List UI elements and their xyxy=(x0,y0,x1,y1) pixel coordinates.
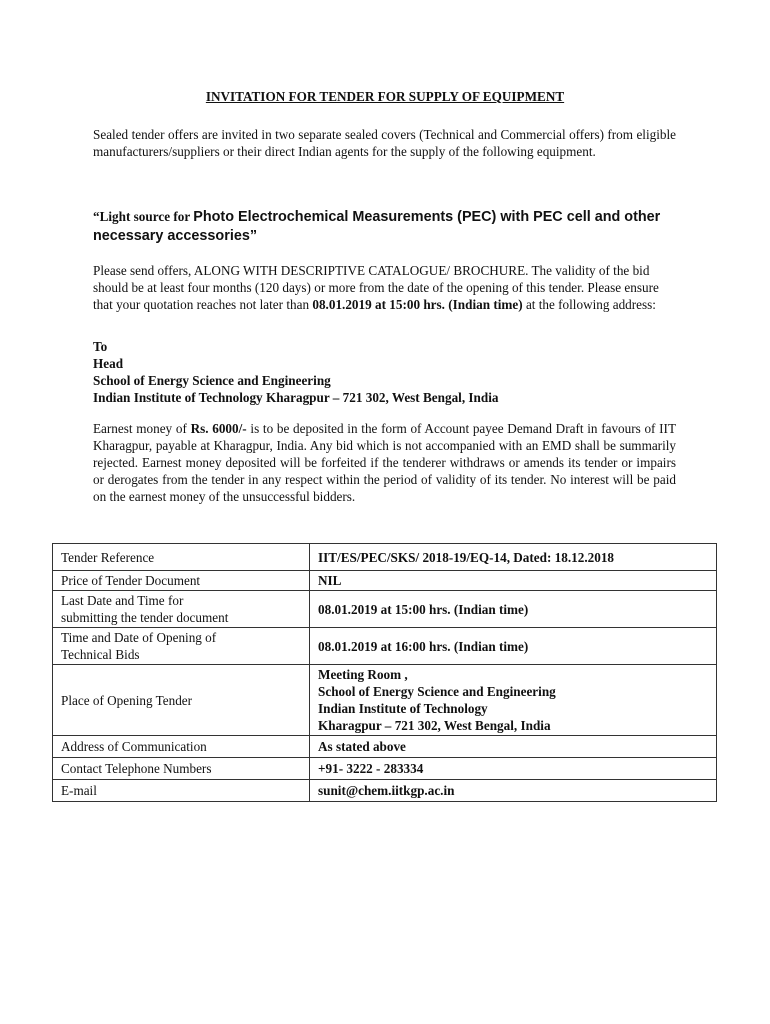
tender-reference-value: IIT/ES/PEC/SKS/ 2018-19/EQ-14, Dated: 18.12.2018 xyxy=(310,544,717,571)
address-line-school: School of Energy Science and Engineering xyxy=(93,373,331,388)
emd-paragraph xyxy=(93,420,676,505)
tender-reference-label: Tender Reference xyxy=(53,544,310,571)
place-value-line4: Kharagpur – 721 302, West Bengal, India xyxy=(318,718,551,733)
phone-value: +91- 3222 - 283334 xyxy=(310,758,717,780)
email-label: E-mail xyxy=(53,780,310,802)
table-row xyxy=(53,628,717,665)
last-date-value: 08.01.2019 at 15:00 hrs. (Indian time) xyxy=(310,591,717,628)
offer-text: Please send offers, ALONG WITH DESCRIPTIVE CATALOGUE/ BROCHURE. The validity of the bid should be at least four months (120 days) or more from the date of the opening of this tender. Please ensure that your quotation reaches not later than xyxy=(93,263,659,312)
address-line-head: Head xyxy=(93,356,124,371)
offer-paragraph xyxy=(93,262,676,313)
address-label: Address of Communication xyxy=(53,736,310,758)
place-value-line3: Indian Institute of Technology xyxy=(318,701,488,716)
equipment-description xyxy=(93,207,683,246)
emd-prefix: Earnest money of xyxy=(93,421,191,436)
opening-label-line1: Time and Date of Opening of xyxy=(61,630,217,645)
equipment-prefix: “Light source for xyxy=(93,209,194,224)
place-value xyxy=(310,665,717,736)
table-row xyxy=(53,665,717,736)
place-value-line1: Meeting Room , xyxy=(318,667,408,682)
phone-label: Contact Telephone Numbers xyxy=(53,758,310,780)
table-row xyxy=(53,758,717,780)
document-title: INVITATION FOR TENDER FOR SUPPLY OF EQUIPMENT xyxy=(205,89,565,104)
equipment-name: Photo Electrochemical Measurements (PEC) with PEC cell and other necessary accessories” xyxy=(93,209,661,244)
opening-value: 08.01.2019 at 16:00 hrs. (Indian time) xyxy=(310,628,717,665)
table-row xyxy=(53,591,717,628)
offer-suffix: at the following address: xyxy=(522,297,656,312)
table-row xyxy=(53,780,717,802)
address-value: As stated above xyxy=(310,736,717,758)
last-date-label-line2: submitting the tender document xyxy=(61,610,229,625)
table-row xyxy=(53,571,717,591)
emd-amount: Rs. 6000/- xyxy=(190,421,247,436)
address-line-to: To xyxy=(93,339,108,354)
price-value: NIL xyxy=(310,571,717,591)
opening-label-line2: Technical Bids xyxy=(61,647,140,662)
last-date-label xyxy=(53,591,310,628)
offer-deadline: 08.01.2019 at 15:00 hrs. (Indian time) xyxy=(312,297,523,312)
table-row xyxy=(53,736,717,758)
email-value: sunit@chem.iitkgp.ac.in xyxy=(310,780,717,802)
price-label: Price of Tender Document xyxy=(53,571,310,591)
last-date-label-line1: Last Date and Time for xyxy=(61,593,184,608)
place-label: Place of Opening Tender xyxy=(53,665,310,736)
address-line-institute: Indian Institute of Technology Kharagpur – 721 302, West Bengal, India xyxy=(93,390,499,405)
tender-details-table xyxy=(52,543,717,802)
place-value-line2: School of Energy Science and Engineering xyxy=(318,684,556,699)
intro-paragraph: Sealed tender offers are invited in two separate sealed covers (Technical and Commercial offers) from eligible manufacturers/suppliers or their direct Indian agents for the supply of the following equipment. xyxy=(93,127,676,159)
opening-label xyxy=(53,628,310,665)
address-block xyxy=(93,338,676,406)
table-row xyxy=(53,544,717,571)
emd-text: is to be deposited in the form of Account payee Demand Draft in favours of IIT Kharagpur, payable at Kharagpur, India. Any bid which is not accompanied with an EMD shall be summarily rejected. Earnest money deposited will be forfeited if the tenderer withdraws or amends its tender or impairs or derogates from the tender in any respect within the period of validity of its tender. No interest will be paid on the earnest money of the unsuccessful bidders. xyxy=(93,421,677,504)
